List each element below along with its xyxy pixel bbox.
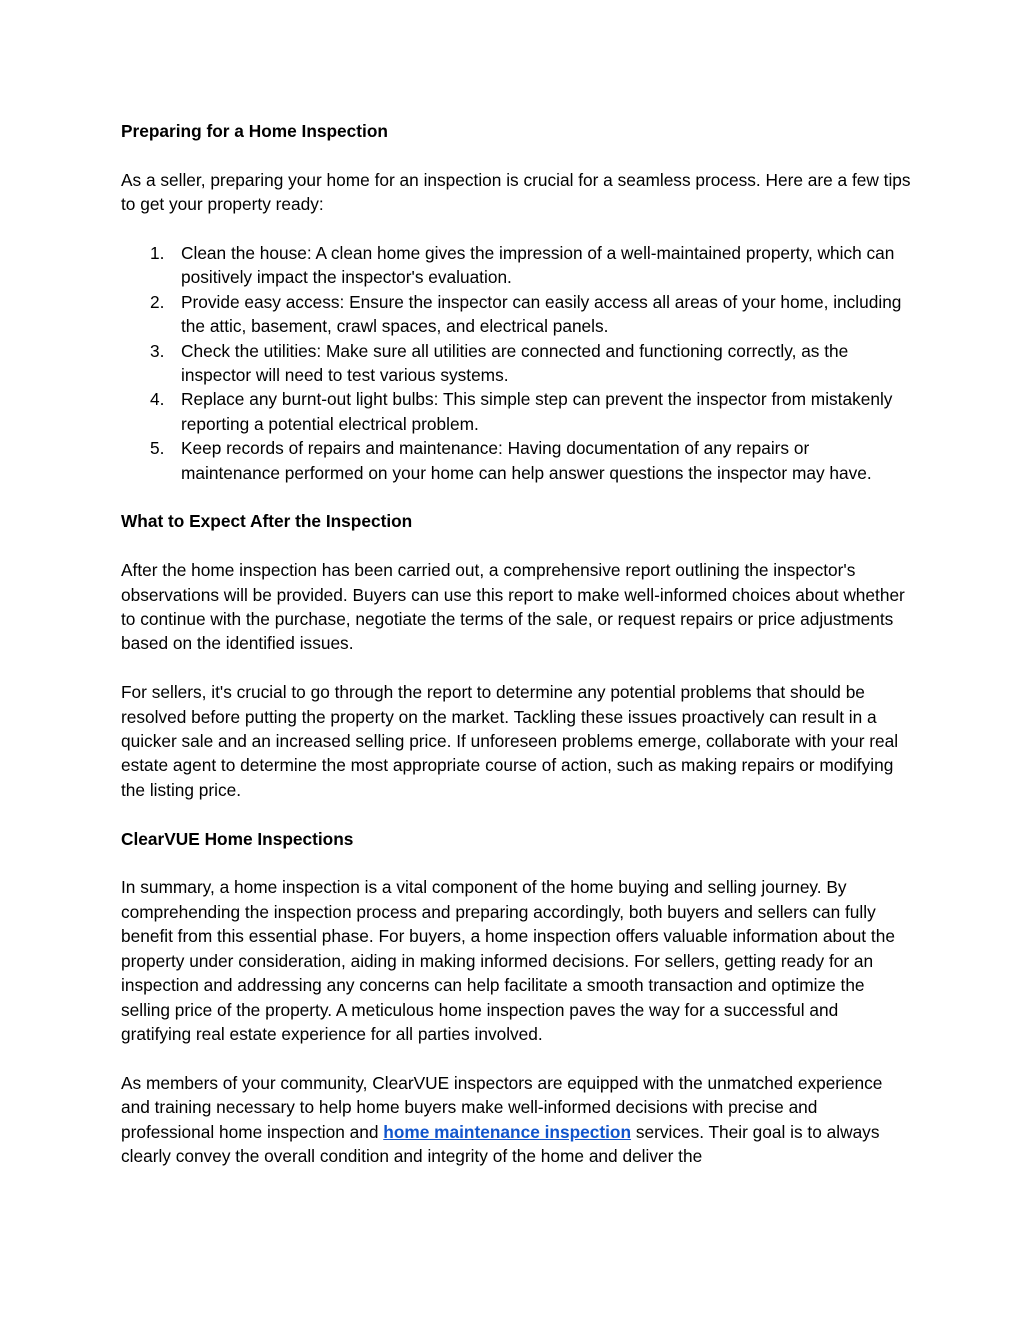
after-inspection-paragraph-2: For sellers, it's crucial to go through the report to determine any potential problems that should be resolved before putting the property on the market. Tackling these issues proactively can result in a quicker sale and an increased selling price. If unforeseen problems emerge, collaborate with your real estate agent to determine the most appropriate course of action, such as making repairs or modifying the listing price. — [121, 682, 899, 800]
tips-list — [121, 241, 911, 485]
list-item — [121, 387, 911, 436]
list-item — [121, 290, 911, 339]
list-number: 4. — [150, 389, 165, 410]
heading-after-inspection: What to Expect After the Inspection — [121, 511, 413, 532]
list-item-text: Provide easy access: Ensure the inspector can easily access all areas of your home, including the attic, basement, crawl spaces, and electrical panels. — [181, 291, 902, 337]
list-number: 1. — [150, 243, 165, 263]
list-number: 5. — [150, 438, 165, 459]
list-item-text: Clean the house: A clean home gives the impression of a well-maintained property, which can positively impact the inspector's evaluation. — [181, 243, 895, 288]
community-text-before: As members of your community, ClearVUE inspectors are equipped with the unmatched experience and training necessary to help home buyers make well-informed decisions with precise and professional home inspection and — [121, 1072, 883, 1142]
list-item — [121, 339, 911, 388]
intro-paragraph: As a seller, preparing your home for an inspection is crucial for a seamless process. Here are a few tips to get your property ready: — [121, 169, 911, 215]
list-item — [121, 241, 911, 290]
list-number: 2. — [150, 291, 165, 312]
home-maintenance-inspection-link[interactable]: home maintenance inspection — [383, 1121, 632, 1142]
document-page — [121, 119, 911, 1168]
list-item — [121, 436, 911, 485]
heading-clearvue: ClearVUE Home Inspections — [121, 828, 354, 849]
summary-paragraph: In summary, a home inspection is a vital component of the home buying and selling journey. By comprehending the inspection process and preparing accordingly, both buyers and sellers can fully benefit from this essential phase. For buyers, a home inspection offers valuable information about the property under consideration, aiding in making informed decisions. For sellers, getting ready for an inspection and addressing any concerns can help facilitate a smooth transaction and optimize the selling price of the property. A meticulous home inspection paves the way for a successful and gratifying real estate experience for all parties involved. — [121, 877, 895, 1044]
list-item-text: Keep records of repairs and maintenance: Having documentation of any repairs or maintenance performed on your home can help answer questions the inspector may have. — [181, 438, 872, 483]
list-item-text: Replace any burnt-out light bulbs: This simple step can prevent the inspector from mistakenly reporting a potential electrical problem. — [181, 389, 893, 434]
community-paragraph — [121, 1071, 911, 1169]
list-item-text: Check the utilities: Make sure all utilities are connected and functioning correctly, as the inspector will need to test various systems. — [181, 340, 849, 386]
list-number: 3. — [150, 340, 165, 361]
after-inspection-paragraph-1: After the home inspection has been carried out, a comprehensive report outlining the inspector's observations will be provided. Buyers can use this report to make well-informed choices about whether to continue with the purchase, negotiate the terms of the sale, or request repairs or price adjustments based on the identified issues. — [121, 560, 905, 654]
heading-preparing: Preparing for a Home Inspection — [121, 121, 388, 141]
community-text-after: services. Their goal is to always clearly convey the overall condition and integrity of the home and deliver the — [121, 1121, 880, 1166]
